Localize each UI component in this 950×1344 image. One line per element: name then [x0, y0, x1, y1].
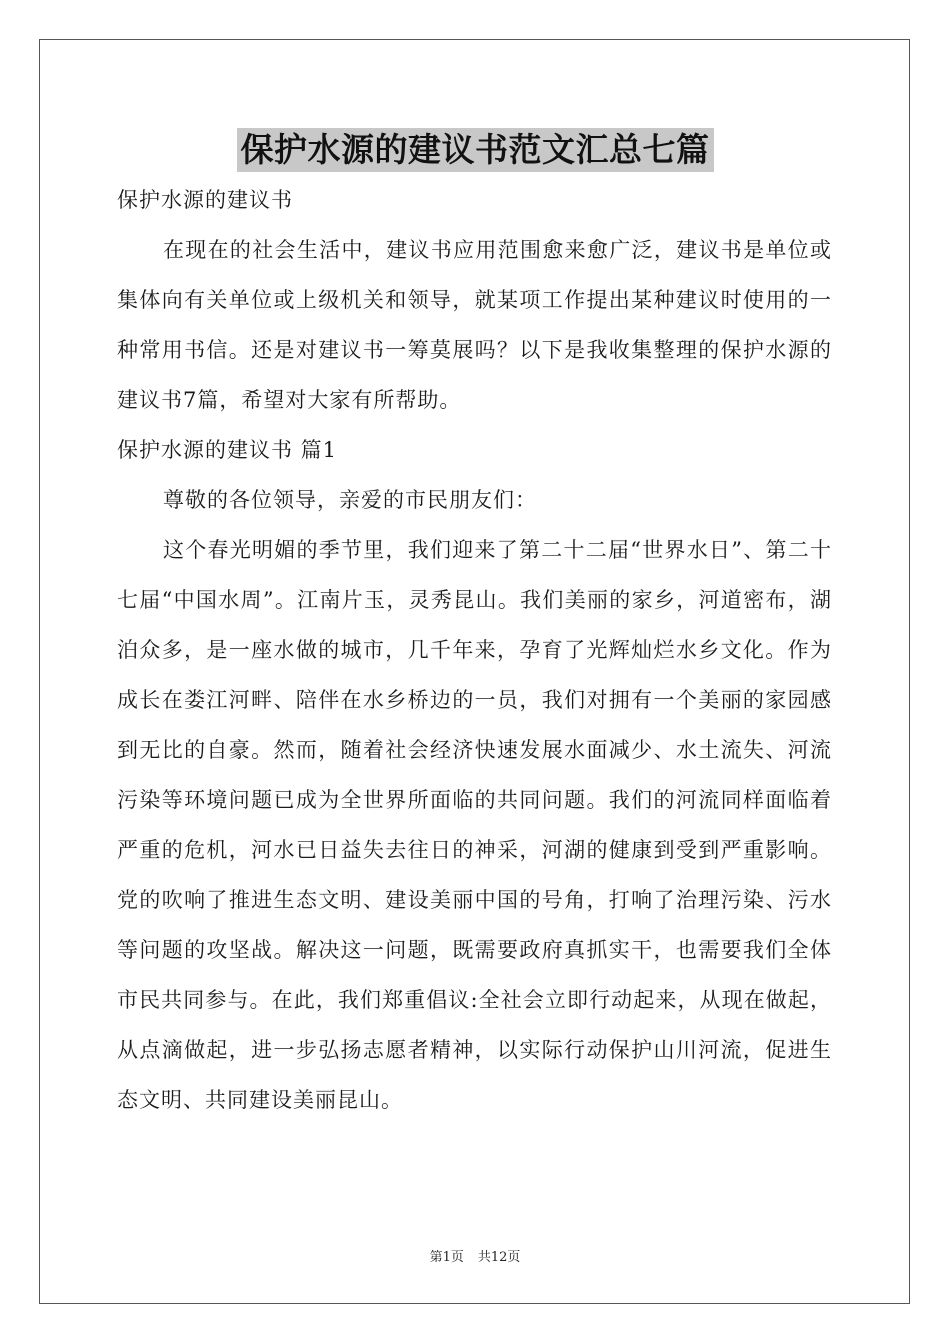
- page-footer: [0, 1246, 950, 1265]
- section-heading: 保护水源的建议书 篇1: [117, 438, 338, 462]
- body-paragraph: 这个春光明媚的季节里，我们迎来了第二十二届“世界水日”、第二十七届“中国水周”。江南片玉，灵秀昆山。我们美丽的家乡，河道密布，湖泊众多，是一座水做的城市，几千年来，孕育了光辉灿烂水乡文化。作为成长在娄江河畔、陪伴在水乡桥边的一员，我们对拥有一个美丽的家园感到无比的自豪。然而，随着社会经济快速发展水面减少、水土流失、河流污染等环境问题已成为全世界所面临的共同问题。我们的河流同样面临着严重的危机，河水已日益失去往日的神采，河湖的健康到受到严重影响。党的吹响了推进生态文明、建设美丽中国的号角，打响了治理污染、污水等问题的攻坚战。解决这一问题，既需要政府真抓实干，也需要我们全体市民共同参与。在此，我们郑重倡议:全社会立即行动起来，从现在做起，从点滴做起，进一步弘扬志愿者精神，以实际行动保护山川河流，促进生态文明、共同建设美丽昆山。: [117, 538, 832, 1112]
- section-heading: 保护水源的建议书: [117, 188, 293, 212]
- intro-paragraph: 在现在的社会生活中，建议书应用范围愈来愈广泛，建议书是单位或集体向有关单位或上级机关和领导，就某项工作提出某种建议时使用的一种常用书信。还是对建议书一筹莫展吗？以下是我收集整理的保护水源的建议书7篇，希望对大家有所帮助。: [117, 238, 832, 412]
- page-number: 第1页: [429, 1250, 464, 1265]
- document-body: [117, 175, 832, 1125]
- salutation-paragraph: 尊敬的各位领导，亲爱的市民朋友们：: [163, 488, 537, 512]
- title-container: [0, 128, 950, 172]
- page-total: 共12页: [477, 1250, 521, 1265]
- document-title: 保护水源的建议书范文汇总七篇: [237, 128, 714, 172]
